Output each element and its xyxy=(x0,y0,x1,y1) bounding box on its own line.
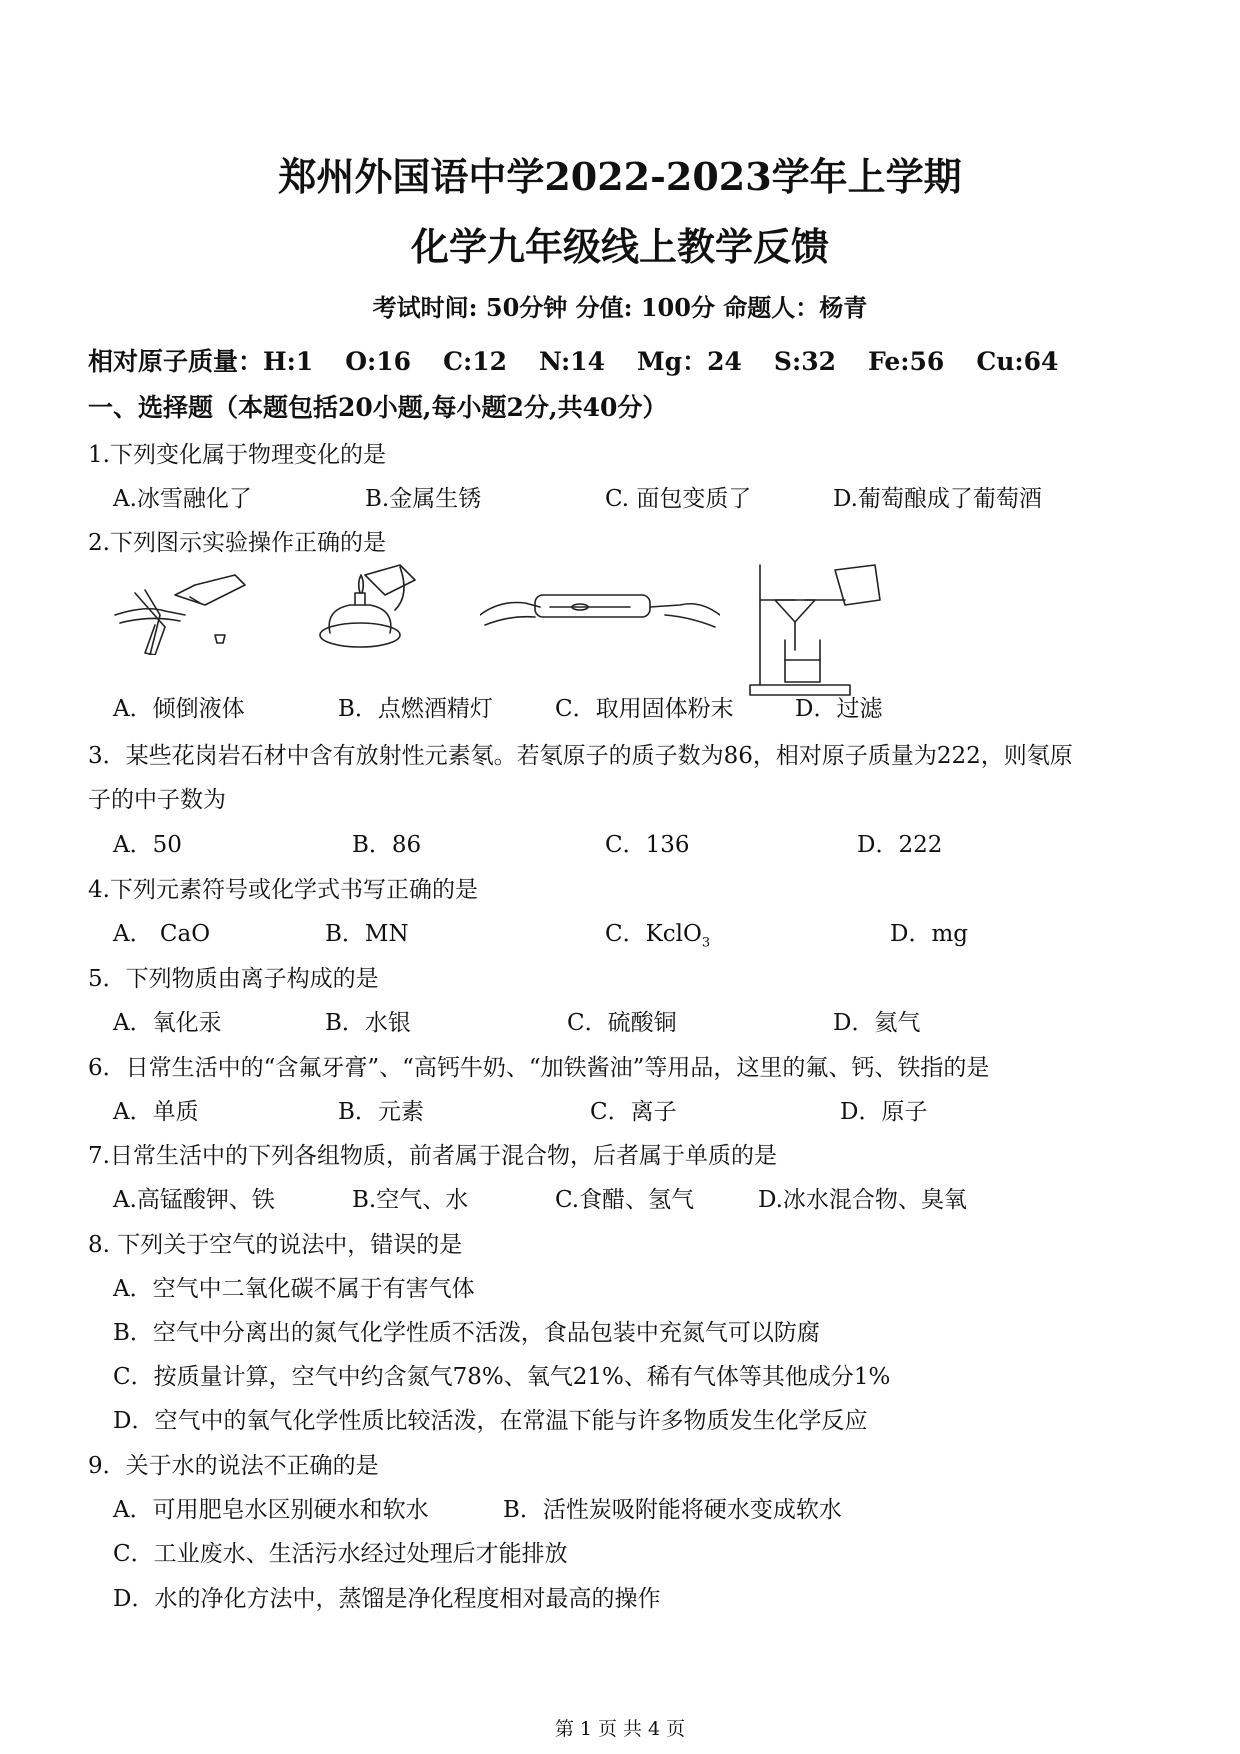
question-option: D．空气中的氧气化学性质比较活泼，在常温下能与许多物质发生化学反应 xyxy=(113,1408,868,1434)
question-stem: 9．关于水的说法不正确的是 xyxy=(88,1453,379,1479)
question-option: D．原子 xyxy=(840,1099,928,1125)
section-heading: 一、选择题（本题包括20小题,每小题2分,共40分） xyxy=(88,393,668,422)
question-option: D．mg xyxy=(890,921,968,947)
atomic-mass-item: N:14 xyxy=(538,347,605,376)
question-option: A.冰雪融化了 xyxy=(113,486,252,512)
question-option: C．按质量计算，空气中约含氮气78%、氧气21%、稀有气体等其他成分1% xyxy=(113,1364,891,1390)
question-option: C．取用固体粉末 xyxy=(555,696,734,722)
question-stem: 5．下列物质由离子构成的是 xyxy=(88,966,379,992)
question-option: D．过滤 xyxy=(795,696,883,722)
question-stem: 3．某些花岗岩石材中含有放射性元素氡。若氡原子的质子数为86，相对原子质量为222，则氡原 xyxy=(88,743,1073,769)
question-option: A． CaO xyxy=(113,921,211,947)
atomic-mass-line xyxy=(88,342,1090,378)
formula-text: O xyxy=(683,921,702,947)
question-option: B．水银 xyxy=(325,1010,411,1036)
question-option: C. 面包变质了 xyxy=(605,486,752,512)
exam-info: 考试时间: 50分钟 分值: 100分 命题人：杨青 xyxy=(372,293,868,322)
question-option: C．离子 xyxy=(590,1099,677,1125)
question-option: D．氦气 xyxy=(833,1010,921,1036)
question-option: B.空气、水 xyxy=(352,1187,469,1213)
question-option: C.食醋、氢气 xyxy=(555,1187,695,1213)
atomic-mass-item: Mg：24 xyxy=(636,347,742,376)
question-option: A．单质 xyxy=(113,1099,199,1125)
exam-subtitle: 化学九年级线上教学反馈 xyxy=(410,224,829,269)
question-option: B．元素 xyxy=(338,1099,424,1125)
question-stem: 8. 下列关于空气的说法中，错误的是 xyxy=(88,1232,463,1258)
question-option: D．222 xyxy=(857,832,943,858)
question-option: D.葡萄酿成了葡萄酒 xyxy=(833,486,1042,512)
atomic-mass-label: 相对原子质量： xyxy=(88,347,264,376)
question-option: C．硫酸铜 xyxy=(567,1010,677,1036)
question-option: B．MN xyxy=(325,921,409,947)
question-option: B．点燃酒精灯 xyxy=(338,696,493,722)
figure-alcohol-lamp xyxy=(305,555,435,655)
figure-solid-powder xyxy=(480,555,720,655)
question-stem: 1.下列变化属于物理变化的是 xyxy=(88,442,386,468)
question-option: A．可用肥皂水区别硬水和软水 xyxy=(113,1497,429,1523)
question-option: B．空气中分离出的氮气化学性质不活泼，食品包装中充氮气可以防腐 xyxy=(113,1320,820,1346)
question-stem: 6．日常生活中的“含氟牙膏”、“高钙牛奶、“加铁酱油”等用品，这里的氟、钙、铁指的是 xyxy=(88,1055,990,1081)
atomic-mass-item: H:1 xyxy=(263,347,314,376)
question-option: B．活性炭吸附能将硬水变成软水 xyxy=(503,1497,842,1523)
atomic-mass-item: C:12 xyxy=(443,347,507,376)
question-option: C．136 xyxy=(605,832,690,858)
question-stem-continued: 子的中子数为 xyxy=(88,787,226,813)
formula-subscript: 3 xyxy=(701,935,711,951)
atomic-mass-item: S:32 xyxy=(773,347,836,376)
question-option: A．氧化汞 xyxy=(113,1010,222,1036)
question-stem: 7.日常生活中的下列各组物质，前者属于混合物，后者属于单质的是 xyxy=(88,1143,777,1169)
page-footer: 第 1 页 共 4 页 xyxy=(554,1718,686,1740)
question-option: D.冰水混合物、臭氧 xyxy=(758,1187,967,1213)
question-stem: 2.下列图示实验操作正确的是 xyxy=(88,530,386,556)
atomic-mass-item: Cu:64 xyxy=(976,347,1059,376)
formula-text: C．Kcl xyxy=(605,921,684,947)
question-option: A．倾倒液体 xyxy=(113,696,245,722)
question-option: C．工业废水、生活污水经过处理后才能排放 xyxy=(113,1541,568,1567)
question-option: D．水的净化方法中，蒸馏是净化程度相对最高的操作 xyxy=(113,1586,661,1612)
atomic-mass-item: Fe:56 xyxy=(868,347,945,376)
figure-filtration xyxy=(745,560,895,700)
question-option-formula xyxy=(605,915,710,951)
question-option: A.高锰酸钾、铁 xyxy=(113,1187,275,1213)
question-option: B．86 xyxy=(352,832,422,858)
figure-pouring-liquid xyxy=(105,555,265,655)
exam-title: 郑州外国语中学2022-2023学年上学期 xyxy=(278,154,962,199)
question-option: B.金属生锈 xyxy=(365,486,482,512)
atomic-mass-item: O:16 xyxy=(345,347,412,376)
question-option: A．50 xyxy=(113,832,182,858)
question-option: A．空气中二氧化碳不属于有害气体 xyxy=(113,1276,475,1302)
question-stem: 4.下列元素符号或化学式书写正确的是 xyxy=(88,877,478,903)
